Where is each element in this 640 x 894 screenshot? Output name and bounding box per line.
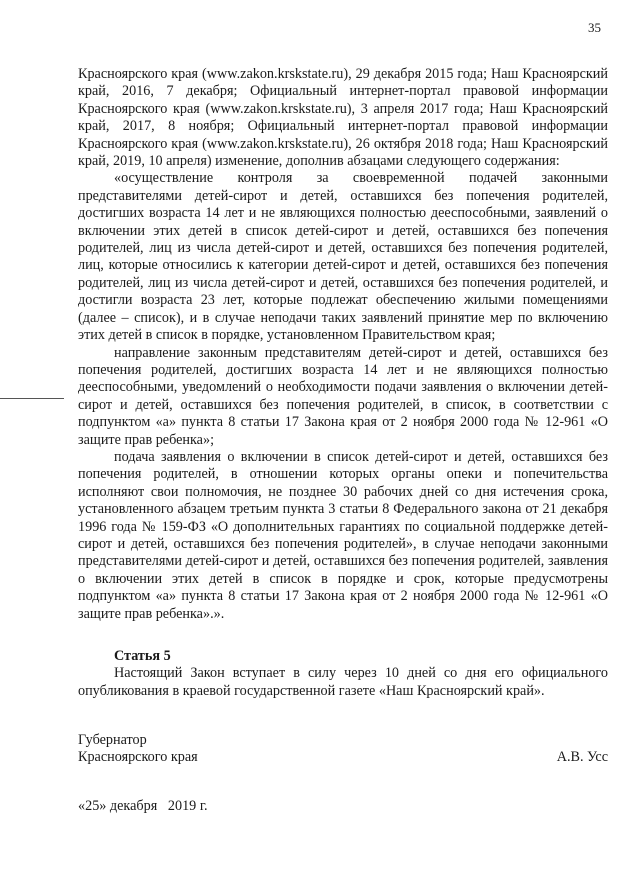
document-body <box>78 66 608 623</box>
page-number: 35 <box>588 20 601 35</box>
intro-paragraph: Красноярского края (www.zakon.krskstate.ru), 29 декабря 2015 года; Наш Красноярский край, 2016, 7 декабря; Официальный интернет-портал правовой информации Красноярского края (www.zakon.krskstate.ru), 3 апреля 2017 года; Наш Красноярский край, 2017, 8 ноября; Официальный интернет-портал правовой информации Красноярского края (www.zakon.krskstate.ru), 26 октября 2018 года; Наш Красноярский край, 2019, 10 апреля) изменение, дополнив абзацами следующего содержания: <box>78 66 608 170</box>
signatory-position-line2: Красноярского края <box>78 749 198 766</box>
signatory-name: А.В. Усс <box>556 749 608 766</box>
signatory-position-line1: Губернатор <box>78 732 147 748</box>
signature-date: «25» декабря 2019 г. <box>78 798 208 814</box>
amendment-paragraph-3: подача заявления о включении в список детей-сирот и детей, оставшихся без попечения родителей, в отношении которых органы опеки и попечительства исполняют свои полномочия, не позднее 30 рабочих дней со дня истечения срока, установленного абзацем третьим пункта 3 статьи 8 Федерального закона от 21 декабря 1996 года № 159-ФЗ «О дополнительных гарантиях по социальной поддержке детей-сирот и детей, оставшихся без попечения родителей», в случае неподачи законными представителями детей-сирот и детей, оставшихся без попечения родителей, заявления о включении этих детей в список в порядке и срок, которые предусмотрены подпунктом «а» пункта 8 статьи 17 Закона края от 2 ноября 2000 года № 12-961 «О защите прав ребенка».». <box>78 448 608 622</box>
amendment-paragraph-1: «осуществление контроля за своевременной подачей законными представителями детей-сирот и детей, оставшихся без попечения родителей, достигших возраста 14 лет и не являющихся полностью дееспособными, заявлений о включении этих детей в список детей-сирот и детей, оставшихся без попечения родителей, лиц из числа детей-сирот и детей, оставшихся без попечения родителей, лиц, которые относились к категории детей-сирот и детей, оставшихся без попечения родителей, лиц из числа детей-сирот и детей, оставшихся без попечения родителей, и достигли возраста 23 лет, которые подлежат обеспечению жилыми помещениями (далее – список), и в случае неподачи таких заявлений принятие мер по включению этих детей в список в порядке, установленном Правительством края; <box>78 170 608 344</box>
article-5 <box>78 648 608 700</box>
margin-rule <box>0 398 64 399</box>
article-text: Настоящий Закон вступает в силу через 10 дней со дня его официального опубликования в краевой государственной газете «Наш Красноярский край». <box>78 665 608 699</box>
signature-block <box>78 732 608 767</box>
amendment-paragraph-2: направление законным представителям детей-сирот и детей, оставшихся без попечения родителей, достигших возраста 14 лет и не являющихся полностью дееспособными, уведомлений о необходимости подачи заявления о включении детей-сирот и детей, оставшихся без попечения родителей, в список, в соответствии с подпунктом «а» пункта 8 статьи 17 Закона края от 2 ноября 2000 года № 12-961 «О защите прав ребенка»; <box>78 344 608 448</box>
article-title: Статья 5 <box>114 648 171 664</box>
